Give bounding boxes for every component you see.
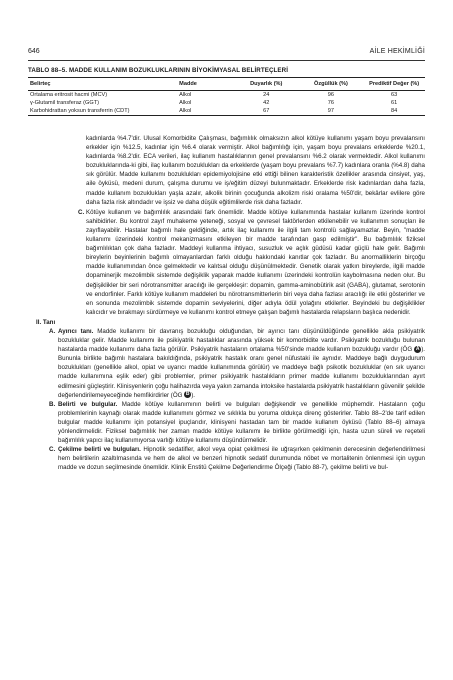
book-title: AİLE HEKİMLİĞİ bbox=[369, 48, 425, 55]
table-cell: 63 bbox=[391, 92, 398, 98]
table-cell: 76 bbox=[327, 100, 335, 106]
column-header: Özgüllük (%) bbox=[299, 78, 364, 91]
table-cell: γ-Glutamil transferaz (GGT) bbox=[30, 100, 99, 106]
table-cell: Ortalama eritrosit hacmi (MCV) bbox=[30, 92, 108, 98]
column-header: Prediktif Değer (%) bbox=[363, 78, 425, 91]
subsection-a-lead: Ayırıcı tanı. bbox=[58, 327, 94, 335]
subsection-a bbox=[28, 327, 425, 400]
subsection-b-text: Madde kötüye kullanımının belirti ve bulguları değişkendir ve genellikle müphemdir. Hastaların çoğu problemlerinin kaynağı olarak madde kullanımını görmez ve sıklıkla bu yoruma oldukça direnç gösterirler. Tablo 88–2'de tarif edilen bulgular madde kullanımı için potansiyel ipuçlarıdır, klinisyeni hastadan tam bir madde kullanım öyküsü (Tablo 88–6) almaya yönlendirmelidir. Fiziksel bağımlılık her zaman madde kötüye kullanımı ile birlikte görülmediği için, hasta uzun süreli ve reçeteli bağımlılık yapıcı ilaç kullanımıyorsa varlığı kötüye kullanımı düşündürmelidir. bbox=[58, 400, 425, 445]
subsection-c bbox=[28, 445, 425, 472]
column-header: Duyarlık (%) bbox=[234, 78, 299, 91]
section-c-text: Kötüye kullanım ve bağımlılık arasındaki fark önemlidir. Madde kötüye kullanımında hastalar kullanım üzerinde kontrol sahibidirler. Bu kontrol zayıf muhakeme yeteneği, sosyal ve çevresel faktörlerden etkilenebilir ve kullanımın sonuçları ile zayıflayabilir. Hastalar bağımlı hale geldiğinde, artık ilaç kullanımı ile ilgili tam kontrolü sağlayamazlar. Beyin, "madde kullanımı üzerindeki kontrol mekanizmasını etkileyen bir madde tarafından gasp edilmiştir". Bu bağımlılık fiziksel bağımlılıktan çok daha fazladır. Maddeyi kullanma ihtiyacı, susuzluk ve açlık güdüsü kadar güçlü hale gelir. Bağımlı bireylerin beyinlerinin bağımlı olmayanlardan farklı olduğu hakkındaki kanıtlar çok fazladır. Bu anormalliklerin birçoğu madde kullanımından önce gelmektedir ve kalıtsal olduğu düşünülmektedir. Genetik olarak yatkın bireylerde, ilgili madde dopaminerjik mezolimbik sistemde değişiklik yaparak madde kullanımı üzerindeki kontrolün kaybolmasına neden olur. Bu değişiklikler bir seri nörotransmitter aracılığı ile gerçekleşir: dopamin, gamma-aminobütirik asit (GABA), glutamat, serotonin ve endorfinler. Farklı kötüye kullanım maddeleri bu nörotransmitterlerin biri veya daha fazlası aracılığı ile etki gösterirler ve en sonunda mezolimbik sistemde dopamin seviyelerini, diğer adıyla ödül yolağını etkilerler. Beyindeki bu değişiklikler kalıcıdır ve bırakmayı sürdürmeye ve kullanımı kontrol etmeye çalışan bağımlı hastalarda relapsların başlıca nedenidir. bbox=[86, 208, 425, 316]
table-cell: 24 bbox=[263, 92, 270, 98]
table-cell: Karbohidrattan yoksun transferrin (CDT) bbox=[28, 107, 179, 116]
subsection-c-label: C. bbox=[49, 446, 56, 454]
subsection-c-text: Hipnotik sedatifler, alkol veya opiat çekilmesi ile uğraşırken çekilmenin derecesinin değerlendirilmesi hem belirtilerin azaltılmasında ve hem de alkol ve benzeri hipnotik sedatif durumunda nöbet ve mortalitenin önlenmesi için uygun madde ve dozun seçilmesinde önemlidir. Klinik Enstitü Çekilme Değerlendirme Ölçeği (Tablo 88-7), çekilme belirti ve bul- bbox=[58, 446, 425, 472]
table-cell: Alkol bbox=[179, 100, 192, 106]
column-header: Belirteç bbox=[28, 78, 179, 91]
subsection-a-text: Madde kullanımı bir davranış bozukluğu olduğundan, bir ayırıcı tanı düşünüldüğünde genellikle akla psikiyatrik bozukluklar gelir. Madde kullanımı ile psikiyatrik hastalıklar arasında yüksek bir komorbidite vardır. Psikiyatrik bozukluğu bulunan hastalarda madde kullanımı daha fazla görülür. Psikiyatrik hastaların ortalama %50'sinde madde kullanım bozukluğu vardır (ÖG bbox=[58, 327, 425, 354]
subsection-a-text-3: ). bbox=[191, 391, 196, 399]
section-ii-heading bbox=[28, 318, 425, 327]
subsection-a-text-2: ). Bununla birlikte bağımlı hastalara bakıldığında, psikiyatrik hastalık oranı genel nüfustaki ile aynıdır. Maddeye bağlı duygudurum bozuklukları (genellikle alkol, opiat ve uyarıcı madde kullanımında görülür) ve maddeye bağlı psikotik bozukluklar (en sık uyarıcı madde kullanımına eşlik eder) gibi problemler, primer psikiyatrik hastalıkların primer madde kullanımı bozukluklarından ayırt edilmesini güçleştirir. Klinisyenlerin çoğu halihazırda veya yakın zamanda intoksike hastalarda psikiyatrik hastalıkların güvenilir şekilde değerlendirilemeyeceğinde hemfikirdirler (ÖG bbox=[58, 346, 425, 399]
section-ii-title: Tanı bbox=[42, 318, 56, 326]
table-cell: 96 bbox=[327, 92, 335, 98]
table-cell: 61 bbox=[391, 100, 398, 106]
subsection-b-label: B. bbox=[49, 400, 56, 408]
table-row bbox=[28, 99, 425, 107]
subsection-b-lead: Belirti ve bulgular. bbox=[58, 400, 118, 408]
table-cell: 97 bbox=[299, 107, 364, 116]
table-header-row bbox=[28, 78, 425, 91]
running-header bbox=[28, 48, 425, 61]
table-cell: 67 bbox=[234, 107, 299, 116]
subsection-c-lead: Çekilme belirti ve bulguları. bbox=[58, 446, 141, 454]
table-cell: Alkol bbox=[179, 92, 192, 98]
table-row bbox=[28, 107, 425, 116]
subsection-a-label: A. bbox=[49, 327, 56, 335]
body-text bbox=[28, 134, 425, 472]
biomarker-table bbox=[28, 77, 425, 116]
evidence-badge-b: B bbox=[185, 391, 190, 398]
page-number: 646 bbox=[28, 48, 40, 55]
table-title: TABLO 88–5. MADDE KULLANIM BOZUKLUKLARININ BİYOKİMYASAL BELİRTEÇLERİ bbox=[28, 67, 289, 74]
table-cell: 84 bbox=[363, 107, 425, 116]
column-header: Madde bbox=[179, 78, 234, 91]
section-c bbox=[28, 208, 425, 317]
section-ii-label: II. bbox=[36, 318, 42, 326]
table-cell: 42 bbox=[263, 100, 270, 106]
section-c-label: C. bbox=[78, 208, 85, 216]
paragraph: kadınlarda %4.7'dir. Ulusal Komorbidite Çalışması, bağımlılık olmaksızın alkol kötüye kullanımı yaşam boyu prevalansını erkekler için %12.5, kadınlar için %6.4 olarak vermiştir. Alkol bağımlılığı için, yaşam boyu prevalans erkeklerde %20.1, kadınlarda %8.2'dir. ECA verileri, ilaç kullanım hastalıklarının genel prevalansını %6.2 olarak vermektedir. Alkol kullanımı bozukluklarında-ki gibi, ilaç kullanım bozuklukları da erkeklerde (yaşam boyu prevalans %7.7) kadınlara oranla (%4.8) daha sık görülür. Madde kullanımı bozuklukları epidemiyolojisine etki ettiği bilinen karakteristik özellikler arasında cinsiyet, yaş, aile öyküsü, medeni durum, çalışma durumu ve iş/eğitim düzeyi bulunmaktadır. Erkeklerde risk kadınlardan daha fazla, madde kullanım bozuklukları yaşla azalır, alkolik birinin çocuğunda alkolizm riski oralama %50'dir, bekârlar evlilere göre daha fazla risk altındadır ve işsiz ve daha düşük eğitimlilerde risk daha fazladır. bbox=[86, 135, 425, 206]
subsection-b bbox=[28, 400, 425, 445]
table-row bbox=[28, 91, 425, 100]
evidence-badge-a: A bbox=[415, 346, 420, 353]
table-cell: Alkol bbox=[179, 107, 234, 116]
